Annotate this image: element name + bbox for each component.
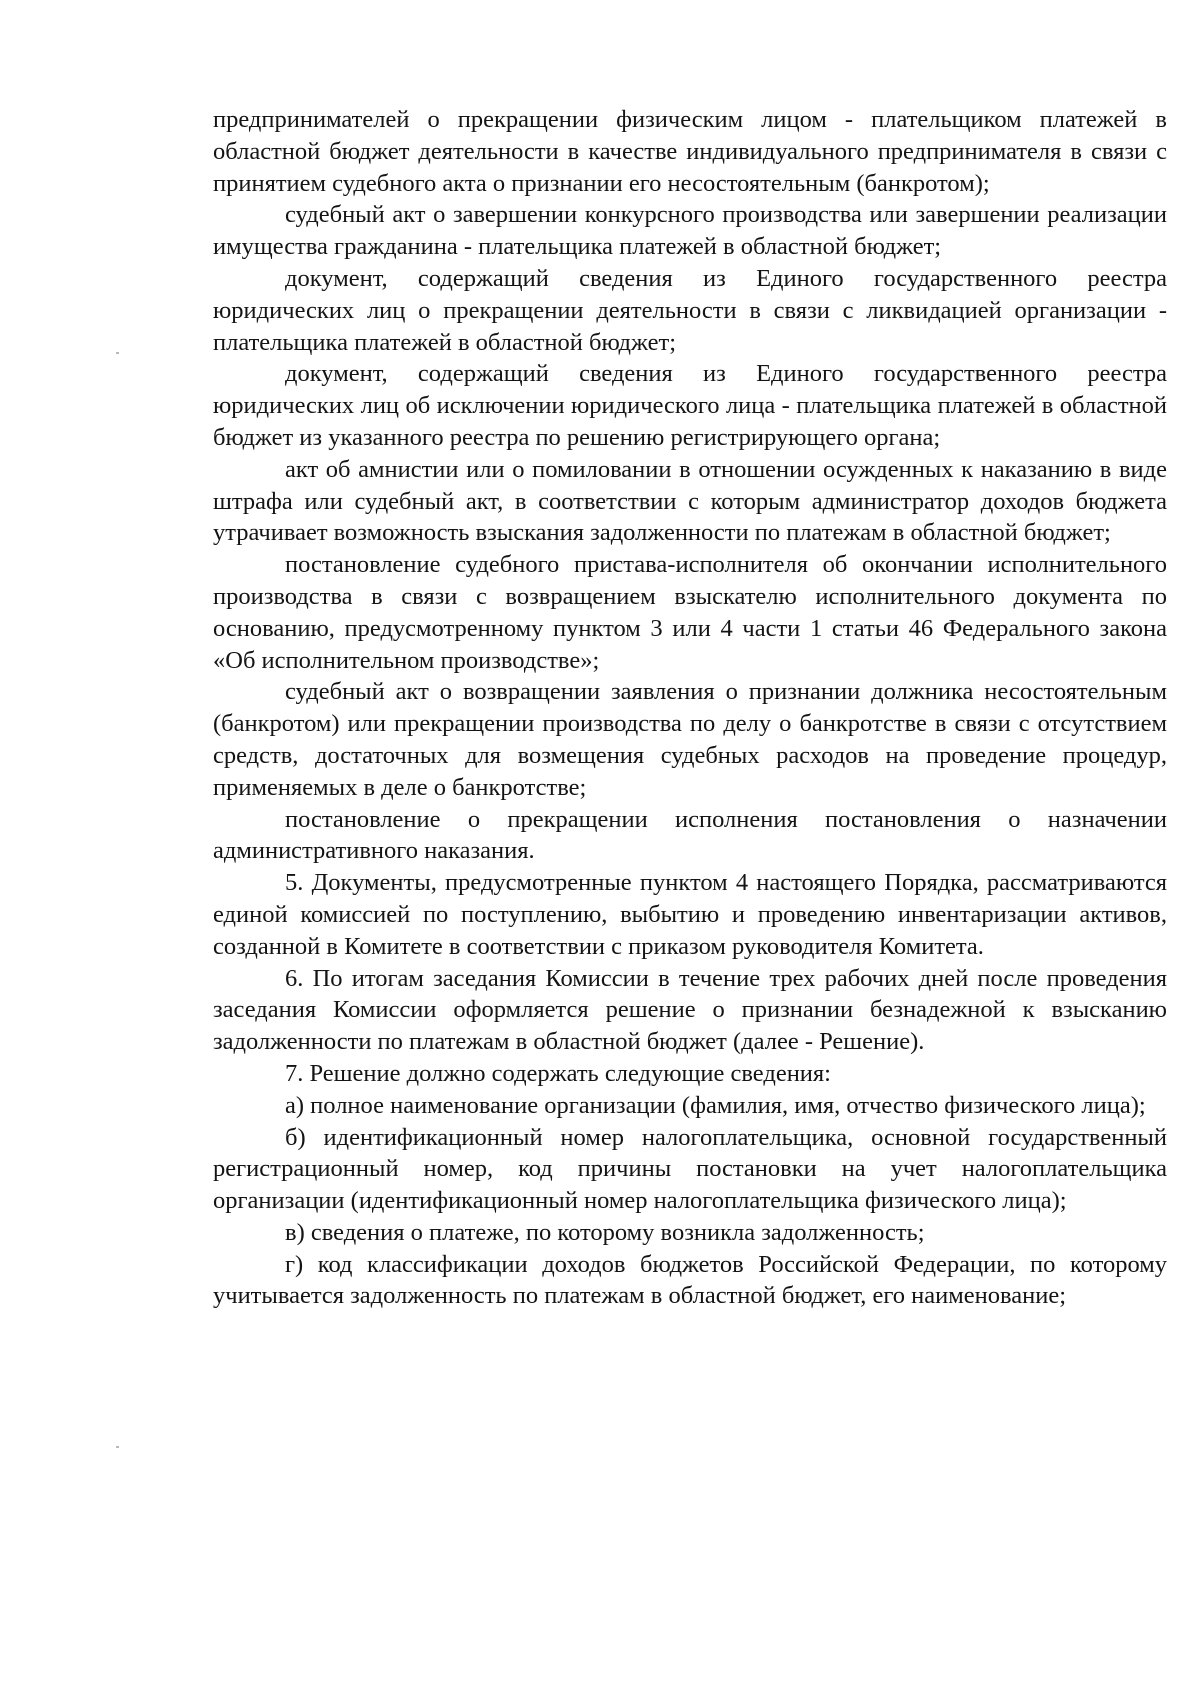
paragraph-bankruptcy-completion: судебный акт о завершении конкурсного производства или завершении реализации имущества гражданина - плательщика платежей в областной бюджет; [213, 201, 1167, 261]
paragraph-item-7v: в) сведения о платеже, по которому возникла задолженность; [285, 1218, 925, 1246]
paragraph-liquidation-record: документ, содержащий сведения из Единого государственного реестра юридических лиц о прекращении деятельности в связи с ликвидацией организации - плательщика платежей в областной бюджет; [213, 264, 1167, 356]
paragraph-item-7g: г) код классификации доходов бюджетов Российской Федерации, по которому учитывается задолженность по платежам в областной бюджет, его наименование; [213, 1250, 1167, 1310]
paragraph-item-7: 7. Решение должно содержать следующие сведения: [285, 1059, 831, 1087]
scan-speck [116, 1446, 119, 1448]
paragraph-exclusion-record: документ, содержащий сведения из Единого государственного реестра юридических лиц об исключении юридического лица - плательщика платежей в областной бюджет из указанного реестра по решению регистрирующего органа; [213, 360, 1167, 451]
paragraph-item-5: 5. Документы, предусмотренные пунктом 4 настоящего Порядка, рассматриваются единой комиссией по поступлению, выбытию и проведению инвентаризации активов, созданной в Комитете в соответствии с приказом руководителя Комитета. [213, 869, 1167, 960]
paragraph-item-7b: б) идентификационный номер налогоплательщика, основной государственный регистрационный номер, код причины постановки на учет налогоплательщика организации (идентификационный номер налогоплательщика физического лица); [213, 1123, 1167, 1215]
paragraph-returned-application: судебный акт о возвращении заявления о признании должника несостоятельным (банкротом) или прекращении производства по делу о банкротстве в связи с отсутствием средств, достаточных для возмещения судебных расходов на проведение процедур, применяемых в деле о банкротстве; [213, 678, 1167, 801]
document-body [213, 104, 1167, 1312]
paragraph-bailiff-resolution: постановление судебного пристава-исполнителя об окончании исполнительного производства в связи с возвращением взыскателю исполнительного документа по основанию, предусмотренному пунктом 3 или 4 части 1 статьи 46 Федерального закона «Об исполнительном производстве»; [213, 551, 1167, 674]
paragraph-item-7a: а) полное наименование организации (фамилия, имя, отчество физического лица); [285, 1091, 1146, 1119]
paragraph-termination-resolution: постановление о прекращении исполнения постановления о назначении административного наказания. [213, 805, 1167, 865]
paragraph-amnesty-act: акт об амнистии или о помиловании в отношении осужденных к наказанию в виде штрафа или судебный акт, в соответствии с которым администратор доходов бюджета утрачивает возможность взыскания задолженности по платежам в областной бюджет; [213, 455, 1167, 547]
paragraph-continuation: предпринимателей о прекращении физическим лицом - плательщиком платежей в областной бюджет деятельности в качестве индивидуального предпринимателя в связи с принятием судебного акта о признании его несостоятельным (банкротом); [213, 106, 1167, 197]
scan-speck [116, 352, 119, 354]
paragraph-item-6: 6. По итогам заседания Комиссии в течение трех рабочих дней после проведения заседания Комиссии оформляется решение о признании безнадежной к взысканию задолженности по платежам в областной бюджет (далее - Решение). [213, 964, 1167, 1056]
